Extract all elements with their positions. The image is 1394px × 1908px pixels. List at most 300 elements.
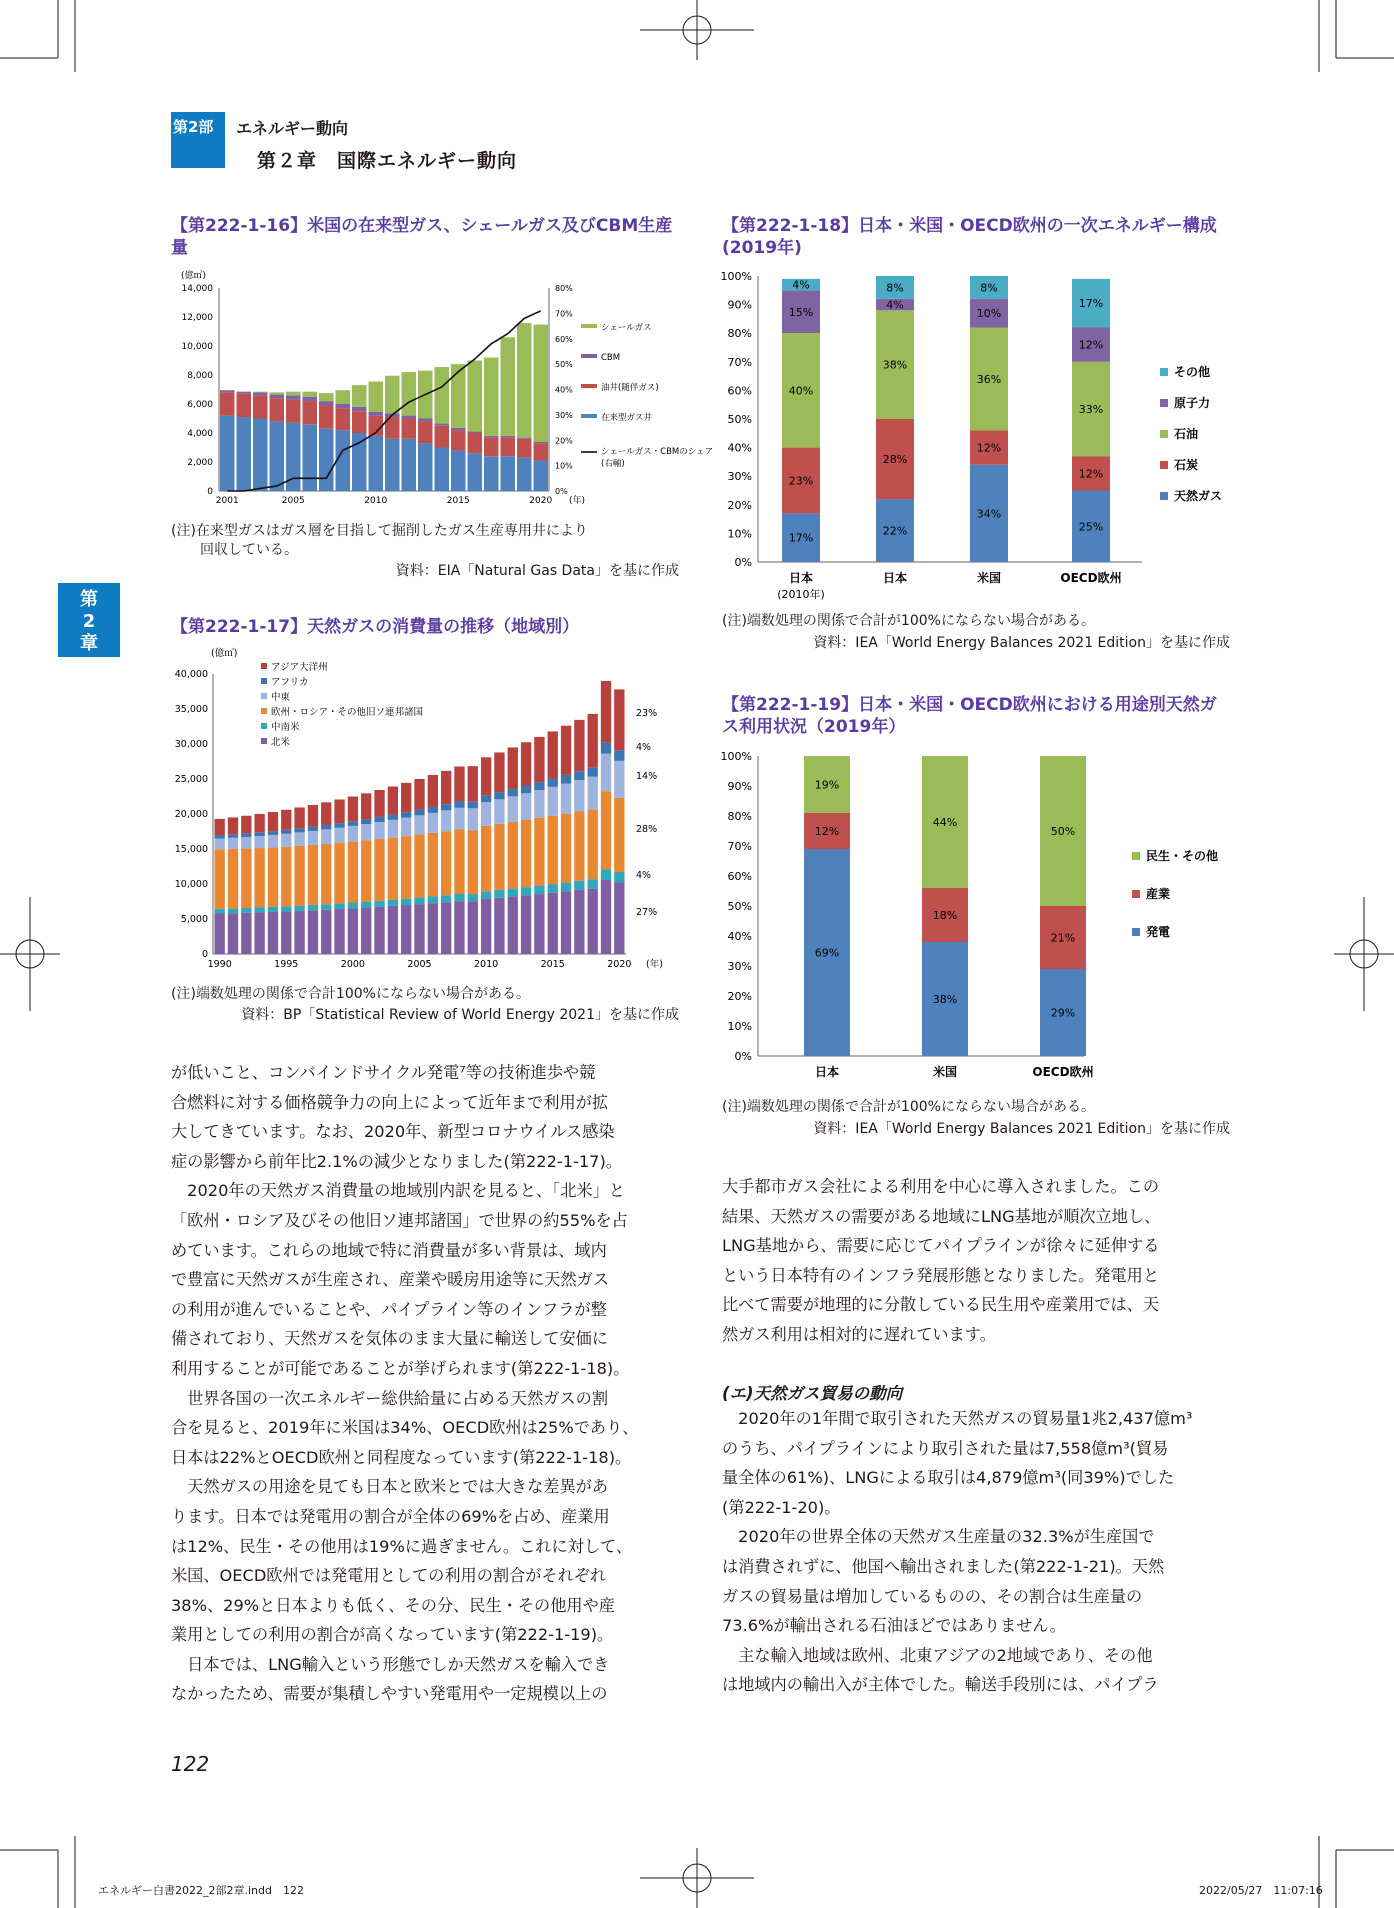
fig17-chart [171,642,681,977]
fig16-bar-シェールガス [319,393,334,401]
fig19-category: 日本 [814,1065,840,1079]
fig17-bar-アジア大洋州 [521,742,531,785]
right_text_a-line: という日本特有のインフラ発展形態となりました。発電用と [722,1265,1160,1285]
fig16-bar-在来型ガス井 [303,424,318,491]
fig19-data-label: 19% [814,778,840,792]
fig19-ytick: 10% [727,1020,752,1033]
fig17-bar-北米 [254,912,264,954]
fig17-bar-北米 [481,899,491,954]
fig17-bar-アフリカ [494,792,504,799]
fig18-note: (注)端数処理の関係で合計が100%にならない場合がある。 [722,613,1095,629]
fig18-category: OECD欧州 [1060,571,1122,585]
fig18-category: 米国 [976,571,1002,585]
fig17-bar-欧州・ロシア・その他旧ソ連邦諸国 [441,831,451,895]
fig17-bar-アジア大洋州 [414,779,424,810]
fig17-bar-中南米 [254,907,264,912]
fig17-bar-中東 [561,784,571,814]
fig16-note: (注)在来型ガスはガス層を目指して掘削したガス生産専用井により [171,523,588,539]
fig17-bar-中南米 [521,887,531,895]
fig17-bar-アフリカ [468,802,478,808]
fig18-legend-swatch [1160,461,1168,469]
fig17-bar-アフリカ [428,807,438,813]
footer-file: エネルギー白書2022_2部2章.indd 122 [98,1884,304,1897]
fig17-bar-中南米 [268,907,278,912]
fig17-legend-label: 中南米 [271,722,300,733]
fig18-ytick: 100% [720,270,752,283]
fig17-bar-アフリカ [481,795,491,802]
fig16-legend-label: シェールガス [601,323,652,333]
fig16-title: 【第222-1-16】米国の在来型ガス、シェールガス及びCBM生産量 [171,216,673,258]
right_text_a-line: 結果、天然ガスの需要がある地域にLNG基地が順次立地し、 [722,1206,1161,1226]
fig17-bar-中東 [361,824,371,840]
fig16-bar-CBM [451,428,466,430]
fig16-legend-line-label2: (右軸) [601,459,625,469]
fig16-bar-CBM [303,397,318,401]
fig19-note: (注)端数処理の関係で合計が100%にならない場合がある。 [722,1099,1095,1115]
fig16-bar-CBM [468,432,483,433]
fig17-bar-中東 [215,838,225,849]
fig17-xtick: 2015 [540,959,565,970]
fig16-bar-油井(随伴ガス) [303,401,318,424]
right-column-text-a [722,1172,1230,1350]
fig16-bar-シェールガス [336,390,351,404]
fig16-bar-シェールガス [286,392,301,396]
fig17-bar-中東 [348,826,358,842]
fig16-y2tick: 40% [555,385,573,395]
fig18-ytick: 30% [727,470,752,484]
fig17-bar-北米 [468,901,478,954]
fig16-bar-油井(随伴ガス) [270,398,285,421]
fig17-bar-アジア大洋州 [334,799,344,823]
fig18-ytick: 70% [727,355,752,369]
left_text-line: 38%、29%と日本よりも低く、その分、民生・その他用や産 [171,1595,615,1615]
fig18-data-label: 12% [1078,338,1104,352]
left_text-line: の利用が進んでいることや、パイプライン等のインフラが整 [171,1299,607,1319]
fig17-bar-北米 [428,903,438,954]
fig17-bar-中南米 [294,906,304,911]
fig18-data-label: 17% [1078,297,1104,311]
right_text_b-line: 量全体の61%)、LNGによる取引は4,879億m³(同39%)でした [722,1468,1175,1488]
fig18-data-label: 22% [882,524,908,538]
fig16-bar-シェールガス [352,385,367,407]
fig17-bar-北米 [321,910,331,954]
fig16-bar-CBM [352,407,367,411]
footer-datetime: 2022/05/27 11:07:16 [1199,1884,1323,1897]
fig17-bar-アフリカ [321,825,331,829]
fig17-legend-swatch [261,678,267,684]
fig17-bar-中東 [441,810,451,831]
fig16-xtick: 2010 [364,496,388,506]
fig17-xtick: 1995 [274,959,299,970]
fig17-bar-アフリカ [561,775,571,784]
fig16-xtick: 2015 [446,496,470,506]
fig16-bar-在来型ガス井 [385,439,400,491]
fig17-bar-アジア大洋州 [374,790,384,817]
fig17-bar-北米 [348,908,358,954]
fig17-bar-中南米 [228,908,238,913]
fig16-bar-在来型ガス井 [534,461,549,491]
fig18-data-label: 17% [788,531,814,545]
fig19-data-label: 21% [1050,931,1076,945]
fig17-bar-北米 [574,890,584,954]
fig17-bar-中東 [468,808,478,830]
left_text-line: 米国、OECD欧州では発電用としての利用の割合がそれぞれ [171,1566,607,1586]
fig17-bar-アジア大洋州 [401,783,411,812]
fig17-bar-中東 [481,802,491,826]
fig17-bar-アジア大洋州 [454,766,464,801]
fig17-bar-中南米 [601,869,611,880]
page-number: 122 [171,1752,210,1776]
fig17-bar-欧州・ロシア・その他旧ソ連邦諸国 [334,843,344,904]
fig17-bar-中南米 [215,909,225,914]
fig17-bar-アフリカ [268,831,278,835]
fig17-bar-中東 [334,828,344,843]
fig17-bar-北米 [494,898,504,954]
fig17-bar-中東 [521,793,531,820]
fig17-bar-欧州・ロシア・その他旧ソ連邦諸国 [548,816,558,884]
fig16-bar-シェールガス [435,367,450,424]
fig19-ytick: 30% [727,960,752,973]
fig16-bar-シェールガス [385,376,400,414]
fig17-bar-アフリカ [281,830,291,834]
fig17-title: 【第222-1-17】天然ガスの消費量の推移（地域別） [171,617,580,637]
fig19-ytick: 100% [720,750,752,763]
fig17-legend-swatch [261,723,267,729]
fig17-bar-中東 [281,834,291,847]
left-column-text [171,1058,679,1709]
fig16-y2tick: 0% [555,487,568,496]
fig16-bar-在来型ガス井 [468,453,483,491]
fig18-sublabel: (2010年) [777,588,825,601]
fig17-legend-label: 北米 [271,737,291,748]
fig17-xunit: (年) [646,959,663,970]
side-tab-line2: 2 [82,611,96,632]
fig17-note: (注)端数処理の関係で合計100%にならない場合がある。 [171,986,530,1002]
fig16-bar-在来型ガス井 [253,419,268,492]
fig17-bar-欧州・ロシア・その他旧ソ連邦諸国 [308,845,318,905]
fig16-bar-在来型ガス井 [517,458,532,491]
fig16-legend-swatch [581,384,597,388]
fig17-bar-北米 [548,893,558,954]
fig16-ytick: 8,000 [187,371,213,381]
fig17-bar-アフリカ [521,786,531,794]
fig17-bar-欧州・ロシア・その他旧ソ連邦諸国 [401,836,411,899]
fig18-data-label: 12% [1078,467,1104,481]
fig18-legend-swatch [1160,368,1168,376]
fig16-bar-在来型ガス井 [319,429,334,491]
fig17-bar-中東 [454,808,464,830]
fig16-ytick: 10,000 [181,342,213,352]
fig17-legend-swatch [261,738,267,744]
fig16-bar-CBM [402,416,417,419]
fig17-share-label: 28% [636,824,658,835]
fig16-bar-CBM [237,392,252,394]
fig17-bar-アジア大洋州 [588,714,598,767]
fig17-bar-欧州・ロシア・その他旧ソ連邦諸国 [414,835,424,898]
fig17-legend-label: 中東 [271,692,291,703]
fig17-bar-欧州・ロシア・その他旧ソ連邦諸国 [254,848,264,907]
fig18-data-label: 8% [980,281,998,295]
fig17-bar-アフリカ [534,782,544,790]
fig18-data-label: 25% [1078,520,1104,534]
fig16-note-cont: 回収している。 [200,542,298,558]
side-tab-line1: 第 [80,589,98,610]
fig16-bar-油井(随伴ガス) [352,411,367,433]
fig17-bar-アジア大洋州 [494,752,504,792]
fig17-bar-北米 [534,894,544,954]
fig17-bar-アジア大洋州 [388,787,398,815]
fig16-xtick: 2001 [215,496,239,506]
right_text_b-line: は消費されずに、他国へ輸出されました(第222-1-21)。天然 [722,1556,1165,1576]
fig19-title: 【第222-1-19】日本・米国・OECD欧州における用途別天然ガ [722,695,1217,715]
fig17-bar-アジア大洋州 [481,757,491,795]
fig17-ytick: 0 [201,949,208,960]
fig17-bar-中南米 [588,879,598,889]
fig17-bar-欧州・ロシア・その他旧ソ連邦諸国 [268,847,278,906]
fig17-bar-中東 [428,813,438,833]
fig17-bar-欧州・ロシア・その他旧ソ連邦諸国 [508,822,518,889]
fig17-bar-アフリカ [388,815,398,820]
fig17-bar-北米 [614,883,624,954]
fig17-bar-北米 [454,901,464,954]
fig17-ytick: 20,000 [174,809,208,820]
fig17-bar-アジア大洋州 [348,797,358,822]
fig17-bar-中南米 [454,894,464,901]
fig17-bar-北米 [361,908,371,954]
fig17-bar-中東 [268,835,278,847]
section-title: エネルギー動向 [236,119,349,138]
fig16-bar-油井(随伴ガス) [468,433,483,453]
fig16-source: 資料：EIA「Natural Gas Data」を基に作成 [395,563,679,579]
fig17-xtick: 2005 [407,959,432,970]
fig19-category: OECD欧州 [1032,1065,1094,1079]
fig17-bar-アジア大洋州 [508,747,518,788]
fig17-bar-中南米 [468,894,478,901]
fig16-legend-swatch [581,414,597,418]
fig18-data-label: 40% [788,384,814,398]
fig16-bar-在来型ガス井 [352,433,367,491]
fig17-bar-アフリカ [308,827,318,831]
fig17-bar-アジア大洋州 [294,807,304,828]
fig19-data-label: 18% [932,909,958,922]
fig17-bar-欧州・ロシア・その他旧ソ連邦諸国 [294,846,304,906]
fig17-bar-アフリカ [601,743,611,754]
fig17-bar-アフリカ [508,789,518,796]
right_text_b-line: のうち、パイプラインにより取引された量は7,558億m³(貿易 [722,1438,1169,1458]
fig17-bar-北米 [588,889,598,954]
fig16-bar-油井(随伴ガス) [319,405,334,428]
fig16-ytick: 4,000 [187,429,213,439]
fig19-ytick: 50% [727,900,752,913]
fig19-ytick: 90% [727,780,752,793]
fig16-bar-CBM [501,436,516,437]
fig17-bar-中東 [601,754,611,792]
fig16-bar-油井(随伴ガス) [253,395,268,418]
fig18-data-label: 34% [976,507,1002,521]
right_text_b-line: 2020年の世界全体の天然ガス生産量の32.3%が生産国で [722,1527,1155,1547]
fig16-bar-CBM [270,395,285,399]
fig17-bar-アフリカ [401,812,411,817]
fig16-bar-在来型ガス井 [270,421,285,491]
fig16-bar-在来型ガス井 [369,436,384,491]
fig17-bar-アフリカ [361,819,371,824]
fig17-bar-中東 [401,818,411,836]
fig18-data-label: 23% [788,474,814,488]
fig16-chart [171,266,714,516]
fig16-xunit: (年) [569,496,586,506]
fig16-bar-CBM [418,419,433,422]
fig19-data-label: 29% [1050,1006,1076,1020]
fig17-bar-アジア大洋州 [281,810,291,830]
fig17-bar-欧州・ロシア・その他旧ソ連邦諸国 [348,842,358,903]
left_text-line: 利用することが可能であることが挙げられます(第222-1-18)。 [171,1358,630,1378]
fig17-legend-label: アフリカ [271,677,309,688]
fig17-bar-北米 [508,897,518,954]
fig17-bar-欧州・ロシア・その他旧ソ連邦諸国 [494,824,504,890]
fig19-source: 資料：IEA「World Energy Balances 2021 Edition」を基に作成 [813,1121,1230,1137]
fig17-xtick: 2000 [340,959,365,970]
fig17-bar-欧州・ロシア・その他旧ソ連邦諸国 [388,838,398,900]
right_text_b-line: 73.6%が輸出される石油ほどではありません。 [722,1616,1066,1636]
fig17-bar-アフリカ [215,835,225,838]
fig17-bar-中南米 [281,906,291,911]
fig17-xtick: 2010 [474,959,499,970]
fig17-bar-欧州・ロシア・その他旧ソ連邦諸国 [534,818,544,886]
fig17-share-label: 23% [636,708,658,719]
fig17-bar-中南米 [428,896,438,903]
fig19-ytick: 80% [727,810,752,823]
fig17-bar-アフリカ [588,767,598,776]
fig18-legend-label: 石炭 [1174,458,1199,472]
fig17-bar-欧州・ロシア・その他旧ソ連邦諸国 [561,814,571,883]
fig18-data-label: 4% [792,278,810,292]
left_text-line: で豊富に天然ガスが生産され、産業や暖房用途等に天然ガス [171,1270,610,1290]
fig18-data-label: 12% [976,441,1002,455]
fig17-xtick: 2020 [607,959,632,970]
fig19-ytick: 20% [727,990,752,1003]
fig17-bar-中南米 [348,903,358,909]
fig18-legend-label: 天然ガス [1174,489,1223,503]
left_text-line: ります。日本では発電用の割合が全体の69%を占め、産業用 [171,1506,610,1526]
fig18-title: 【第222-1-18】日本・米国・OECD欧州の一次エネルギー構成 [722,216,1217,236]
fig16-bar-油井(随伴ガス) [402,419,417,439]
fig18-ytick: 90% [727,298,752,312]
fig17-bar-中東 [494,799,504,824]
fig17-bar-北米 [268,912,278,954]
fig16-ytick: 14,000 [181,284,213,294]
right_text_b-line: ガスの貿易量は増加しているものの、その割合は生産量の [722,1586,1143,1606]
fig17-bar-欧州・ロシア・その他旧ソ連邦諸国 [468,830,478,894]
fig16-bar-CBM [253,392,268,395]
left_text-line: 2020年の天然ガス消費量の地域別内訳を見ると、「北米」と [171,1181,625,1201]
left_text-line: 日本では、LNG輸入という形態でしか天然ガスを輸入でき [171,1654,610,1674]
fig19-data-label: 69% [814,946,840,960]
fig19-title-cont: ス利用状況（2019年） [722,717,906,737]
fig17-bar-アジア大洋州 [548,731,558,778]
fig17-bar-北米 [561,891,571,954]
fig17-bar-欧州・ロシア・その他旧ソ連邦諸国 [428,833,438,896]
fig16-legend-swatch [581,354,597,358]
fig17-ytick: 25,000 [174,774,208,785]
fig17-bar-欧州・ロシア・その他旧ソ連邦諸国 [281,847,291,907]
fig18-ytick: 20% [727,498,752,512]
fig16-bar-CBM [534,442,549,443]
fig18-data-label: 28% [882,453,908,467]
right_text_b-line: 主な輸入地域は欧州、北東アジアの2地域であり、その他 [722,1645,1153,1665]
fig16-bar-シェールガス [534,325,549,442]
fig17-bar-欧州・ロシア・その他旧ソ連邦諸国 [614,798,624,872]
fig17-bar-欧州・ロシア・その他旧ソ連邦諸国 [601,791,611,869]
fig16-bar-油井(随伴ガス) [220,392,235,415]
fig16-bar-シェールガス [501,337,516,436]
fig17-bar-北米 [521,895,531,954]
chapter-title: 第２章 国際エネルギー動向 [257,150,518,172]
fig19-ytick: 0% [734,1050,752,1063]
fig17-bar-北米 [241,913,251,954]
fig19-legend-swatch [1132,928,1140,936]
fig17-bar-アジア大洋州 [534,737,544,782]
fig18-category: 日本 [882,571,908,585]
left_text-line: 合燃料に対する価格競争力の向上によって近年まで利用が拡 [171,1092,609,1112]
fig17-bar-アジア大洋州 [215,819,225,835]
fig18-data-label: 33% [1078,402,1104,416]
fig18-ytick: 0% [734,556,752,569]
fig17-bar-中南米 [548,884,558,893]
fig17-bar-アフリカ [574,771,584,780]
fig19-ytick: 60% [727,870,752,883]
fig17-bar-北米 [374,907,384,954]
fig16-bar-油井(随伴ガス) [451,430,466,450]
fig17-bar-アフリカ [348,821,358,826]
fig17-bar-北米 [414,904,424,954]
fig16-bar-シェールガス [270,392,285,394]
fig19-legend-swatch [1132,852,1140,860]
fig17-bar-欧州・ロシア・その他旧ソ連邦諸国 [454,829,464,894]
right_text_b-line: は地域内の輸出入が主体でした。輸送手段別には、パイプラ [722,1675,1159,1695]
fig18-source: 資料：IEA「World Energy Balances 2021 Edition」を基に作成 [813,635,1230,651]
fig17-bar-アジア大洋州 [601,681,611,743]
fig16-bar-在来型ガス井 [484,456,499,491]
fig17-bar-中南米 [561,882,571,891]
fig16-y2tick: 20% [555,436,573,446]
fig17-share-label: 4% [636,742,652,753]
fig16-bar-CBM [220,390,235,392]
fig16-bar-油井(随伴ガス) [237,394,252,417]
fig16-bar-在来型ガス井 [451,450,466,491]
fig17-ytick: 15,000 [174,844,208,855]
fig17-bar-中東 [254,836,264,848]
fig17-bar-アフリカ [548,779,558,787]
fig16-legend-swatch [581,324,597,328]
fig17-share-label: 4% [636,870,652,881]
fig16-bar-油井(随伴ガス) [501,437,516,456]
fig17-ytick: 30,000 [174,739,208,750]
fig16-legend-label: 油井(随伴ガス) [601,383,659,393]
fig16-legend-label: CBM [601,353,621,363]
fig17-bar-アフリカ [441,804,451,810]
fig19-category: 米国 [932,1065,958,1079]
fig17-bar-欧州・ロシア・その他旧ソ連邦諸国 [374,839,384,901]
fig18-data-label: 10% [976,307,1002,321]
left_text-line: 「欧州・ロシア及びその他旧ソ連邦諸国」で世界の約55%を占 [171,1210,628,1230]
fig17-bar-中東 [294,832,304,845]
fig17-bar-中南米 [334,903,344,909]
fig17-bar-中南米 [321,904,331,910]
fig17-bar-欧州・ロシア・その他旧ソ連邦諸国 [361,840,371,901]
fig17-bar-アフリカ [414,810,424,816]
fig17-bar-北米 [334,909,344,954]
fig17-bar-中南米 [614,872,624,883]
